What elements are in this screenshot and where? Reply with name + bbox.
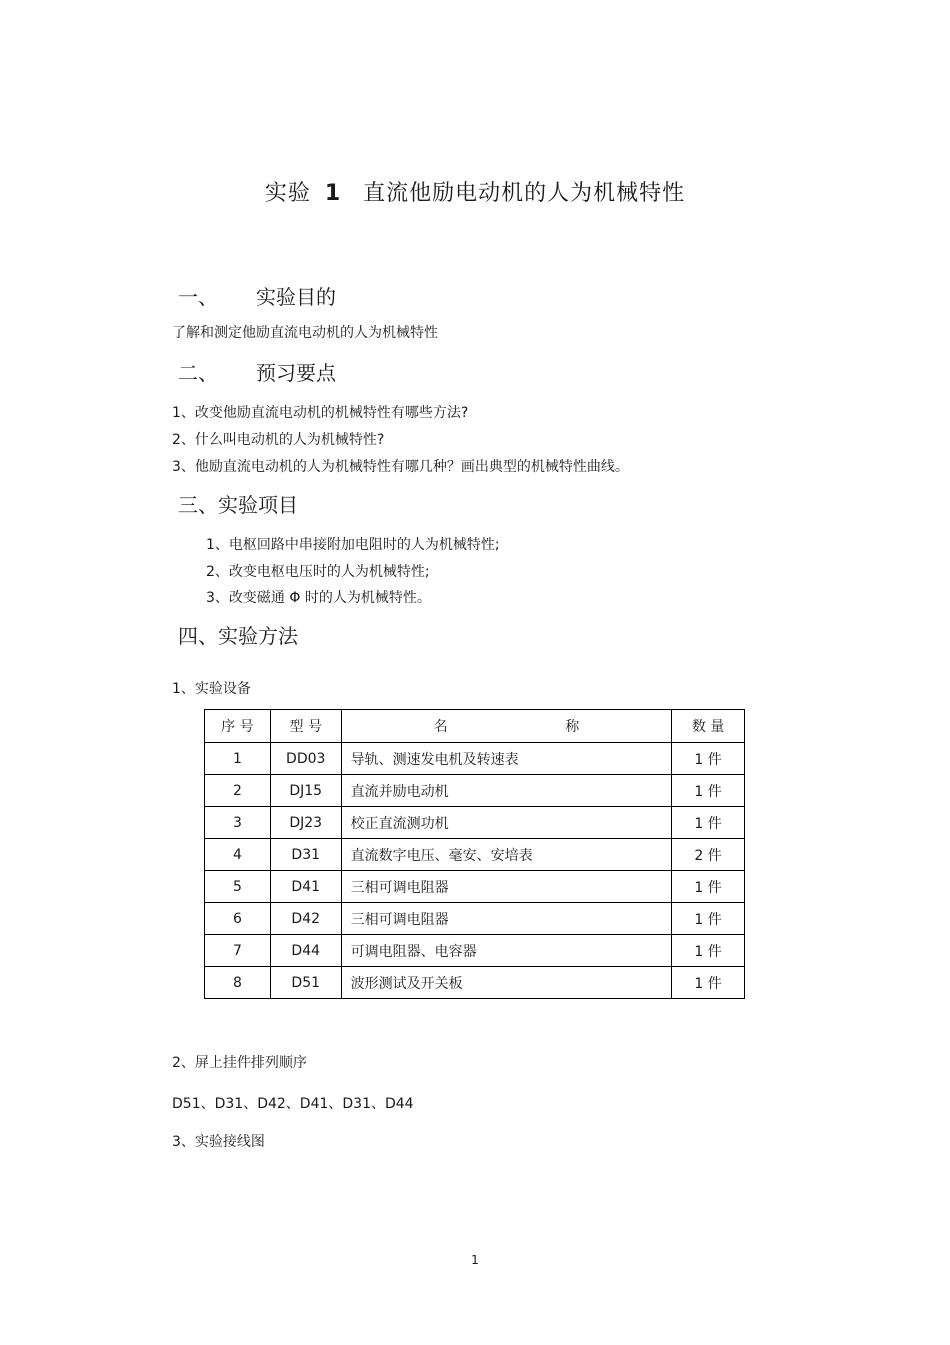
page-number: 1 [471, 1253, 479, 1267]
cell-name: 导轨、测速发电机及转速表 [341, 743, 672, 775]
table-row [205, 935, 745, 967]
cell-model: D31 [270, 839, 341, 871]
section-title: 实验目的 [256, 285, 336, 309]
section-heading-1 [178, 281, 336, 310]
section-title: 预习要点 [256, 361, 336, 385]
header-model: 型 号 [270, 710, 341, 743]
cell-name: 三相可调电阻器 [341, 903, 672, 935]
cell-name: 直流并励电动机 [341, 775, 672, 807]
cell-model: D44 [270, 935, 341, 967]
header-name: 名 称 [341, 710, 672, 743]
subsection-equipment: 1、实验设备 [172, 681, 251, 697]
cell-model: D42 [270, 903, 341, 935]
header-seq: 序 号 [205, 710, 271, 743]
cell-model: DJ15 [270, 775, 341, 807]
cell-seq: 4 [205, 839, 271, 871]
cell-seq: 7 [205, 935, 271, 967]
section-marker: 一、 [178, 285, 218, 309]
project-item: 2、改变电枢电压时的人为机械特性; [206, 564, 430, 580]
title-prefix: 实验 [264, 181, 311, 206]
cell-model: D41 [270, 871, 341, 903]
table-row [205, 871, 745, 903]
header-qty: 数 量 [672, 710, 745, 743]
cell-name: 校正直流测功机 [341, 807, 672, 839]
cell-qty: 1 件 [672, 903, 745, 935]
prep-item: 3、他励直流电动机的人为机械特性有哪几种？画出典型的机械特性曲线。 [172, 459, 629, 475]
section-marker: 二、 [178, 361, 218, 385]
prep-item: 1、改变他励直流电动机的机械特性有哪些方法? [172, 405, 469, 421]
cell-qty: 1 件 [672, 935, 745, 967]
cell-seq: 5 [205, 871, 271, 903]
cell-seq: 3 [205, 807, 271, 839]
cell-name: 直流数字电压、毫安、安培表 [341, 839, 672, 871]
section-heading-3: 三、实验项目 [178, 493, 298, 517]
cell-model: DJ23 [270, 807, 341, 839]
prep-item: 2、什么叫电动机的人为机械特性? [172, 432, 385, 448]
table-row [205, 743, 745, 775]
cell-seq: 2 [205, 775, 271, 807]
cell-seq: 8 [205, 967, 271, 999]
cell-name: 可调电阻器、电容器 [341, 935, 672, 967]
table-row [205, 839, 745, 871]
cell-qty: 1 件 [672, 743, 745, 775]
cell-qty: 2 件 [672, 839, 745, 871]
cell-model: D51 [270, 967, 341, 999]
table-header-row [205, 710, 745, 743]
title-text: 直流他励电动机的人为机械特性 [363, 181, 686, 206]
cell-qty: 1 件 [672, 967, 745, 999]
project-item: 1、电枢回路中串接附加电阻时的人为机械特性; [206, 537, 500, 553]
table-row [205, 807, 745, 839]
subsection-order: 2、屏上挂件排列顺序 [172, 1055, 307, 1071]
section-heading-4: 四、实验方法 [178, 624, 298, 648]
table-row [205, 775, 745, 807]
equipment-table [204, 709, 745, 999]
cell-name: 波形测试及开关板 [341, 967, 672, 999]
cell-name: 三相可调电阻器 [341, 871, 672, 903]
cell-qty: 1 件 [672, 775, 745, 807]
project-item: 3、改变磁通 Φ 时的人为机械特性。 [206, 590, 431, 606]
objective-text: 了解和测定他励直流电动机的人为机械特性 [172, 325, 438, 341]
subsection-wiring: 3、实验接线图 [172, 1134, 265, 1150]
module-order-text: D51、D31、D42、D41、D31、D44 [172, 1096, 414, 1112]
cell-qty: 1 件 [672, 807, 745, 839]
title-number: 1 [324, 181, 342, 206]
table-row [205, 967, 745, 999]
section-heading-2 [178, 357, 336, 386]
cell-seq: 1 [205, 743, 271, 775]
cell-seq: 6 [205, 903, 271, 935]
page-title [0, 176, 950, 207]
table-row [205, 903, 745, 935]
cell-model: DD03 [270, 743, 341, 775]
cell-qty: 1 件 [672, 871, 745, 903]
